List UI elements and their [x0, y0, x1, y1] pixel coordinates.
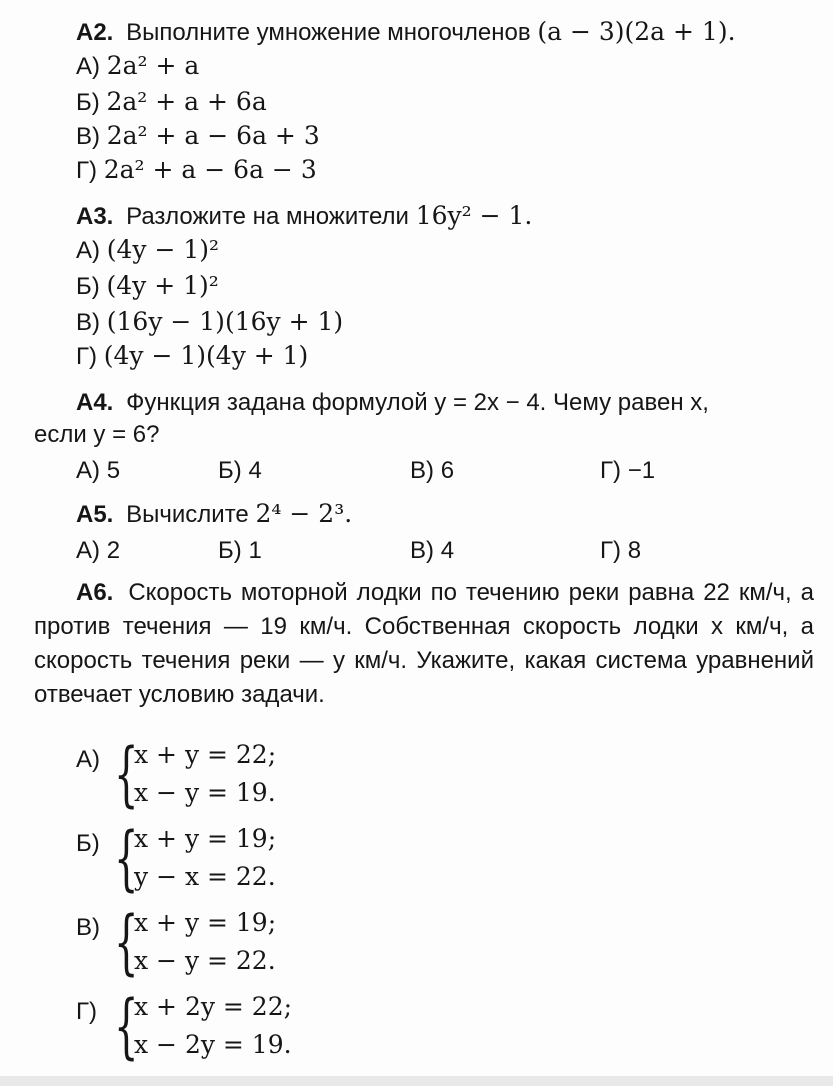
equation: x + y = 19; [134, 908, 277, 937]
question-number: А2. [76, 19, 114, 46]
question-a4-continuation [34, 416, 159, 452]
bottom-edge [0, 1076, 833, 1086]
option-letter: В) [410, 537, 434, 564]
option-expression: (4y + 1)² [106, 271, 219, 300]
option-letter: А) [76, 237, 100, 264]
option-expression: (4y − 1)² [106, 235, 220, 264]
question-text: Скорость моторной лодки по течению реки равна 22 км/ч, а против течения — 19 км/ч. Собственная скорость лодки x км/ч, а скорость течения реки — y км/ч. Укажите, какая система уравнений отвечает условию задачи. [34, 579, 815, 708]
answer-option[interactable] [76, 338, 308, 374]
answer-option[interactable] [76, 452, 120, 488]
option-letter: В) [76, 309, 100, 336]
question-a5-header [76, 496, 352, 532]
brace-symbol: { [114, 733, 139, 815]
equation: x − y = 19. [134, 778, 276, 807]
option-value: 2 [106, 537, 121, 564]
option-letter: Г) [76, 343, 97, 370]
question-number: А5. [76, 501, 114, 528]
answer-option[interactable] [76, 985, 396, 1070]
option-value: 4 [440, 537, 455, 564]
option-letter: В) [410, 457, 434, 484]
equation: x − y = 22. [134, 946, 276, 975]
option-letter: А) [76, 746, 100, 773]
question-text: Разложите на множители [126, 203, 409, 230]
option-value: 4 [248, 457, 262, 484]
question-text: Функция задана формулой y = 2x − 4. Чему равен x, [126, 389, 709, 416]
question-a2-header [76, 14, 736, 50]
option-expression: 2a² + a − 6a − 3 [103, 155, 317, 184]
option-letter: А) [76, 537, 100, 564]
question-text: если y = 6? [34, 421, 160, 448]
brace-symbol: { [114, 817, 139, 899]
answer-option[interactable] [76, 532, 120, 568]
question-a6-text [34, 576, 814, 712]
answer-option[interactable] [76, 268, 219, 304]
answer-option[interactable] [76, 232, 219, 268]
option-letter: А) [76, 53, 100, 80]
option-letter: В) [76, 123, 100, 150]
question-number: А4. [76, 389, 114, 416]
answer-option[interactable] [600, 532, 641, 568]
option-letter: Б) [218, 457, 242, 484]
question-number: А6. [76, 579, 114, 606]
option-letter: Б) [76, 830, 100, 857]
answer-option[interactable] [410, 452, 454, 488]
brace-symbol: { [114, 901, 139, 983]
option-value: 1 [248, 537, 262, 564]
option-letter: Б) [76, 89, 100, 116]
option-letter: А) [76, 457, 100, 484]
answer-option[interactable] [76, 118, 320, 154]
option-expression: 2a² + a [106, 51, 200, 80]
equation: x − 2y = 19. [134, 1030, 292, 1059]
answer-option[interactable] [76, 733, 376, 818]
question-expression: 2⁴ − 2³. [255, 499, 353, 528]
equation: x + 2y = 22; [134, 992, 293, 1021]
answer-option[interactable] [76, 817, 376, 902]
option-letter: Г) [600, 537, 621, 564]
option-value: −1 [627, 457, 656, 484]
question-expression: 16y² − 1. [415, 201, 533, 230]
option-expression: 2a² + a + 6a [106, 87, 267, 116]
option-letter: Г) [76, 998, 97, 1025]
option-letter: В) [76, 914, 100, 941]
equation: y − x = 22. [134, 862, 276, 891]
answer-option[interactable] [410, 532, 454, 568]
answer-option[interactable] [600, 452, 655, 488]
option-expression: 2a² + a − 6a + 3 [106, 121, 320, 150]
question-a3-header [76, 198, 532, 234]
equation: x + y = 19; [134, 824, 277, 853]
answer-option[interactable] [218, 452, 262, 488]
option-value: 5 [106, 457, 121, 484]
question-number: А3. [76, 203, 114, 230]
option-value: 6 [440, 457, 455, 484]
option-letter: Г) [600, 457, 621, 484]
question-text: Вычислите [126, 501, 249, 528]
answer-option[interactable] [76, 304, 343, 340]
option-letter: Б) [218, 537, 242, 564]
answer-option[interactable] [76, 152, 317, 188]
equation: x + y = 22; [134, 740, 277, 769]
option-letter: Г) [76, 157, 97, 184]
option-letter: Б) [76, 273, 100, 300]
option-expression: (16y − 1)(16y + 1) [106, 307, 344, 336]
brace-symbol: { [114, 985, 139, 1067]
answer-option[interactable] [76, 84, 267, 120]
option-value: 8 [627, 537, 642, 564]
question-expression: (a − 3)(2a + 1). [537, 17, 736, 46]
question-text: Выполните умножение многочленов [126, 19, 531, 46]
answer-option[interactable] [218, 532, 262, 568]
answer-option[interactable] [76, 901, 376, 986]
answer-option[interactable] [76, 48, 199, 84]
question-a4-header [76, 384, 709, 420]
option-expression: (4y − 1)(4y + 1) [103, 341, 309, 370]
